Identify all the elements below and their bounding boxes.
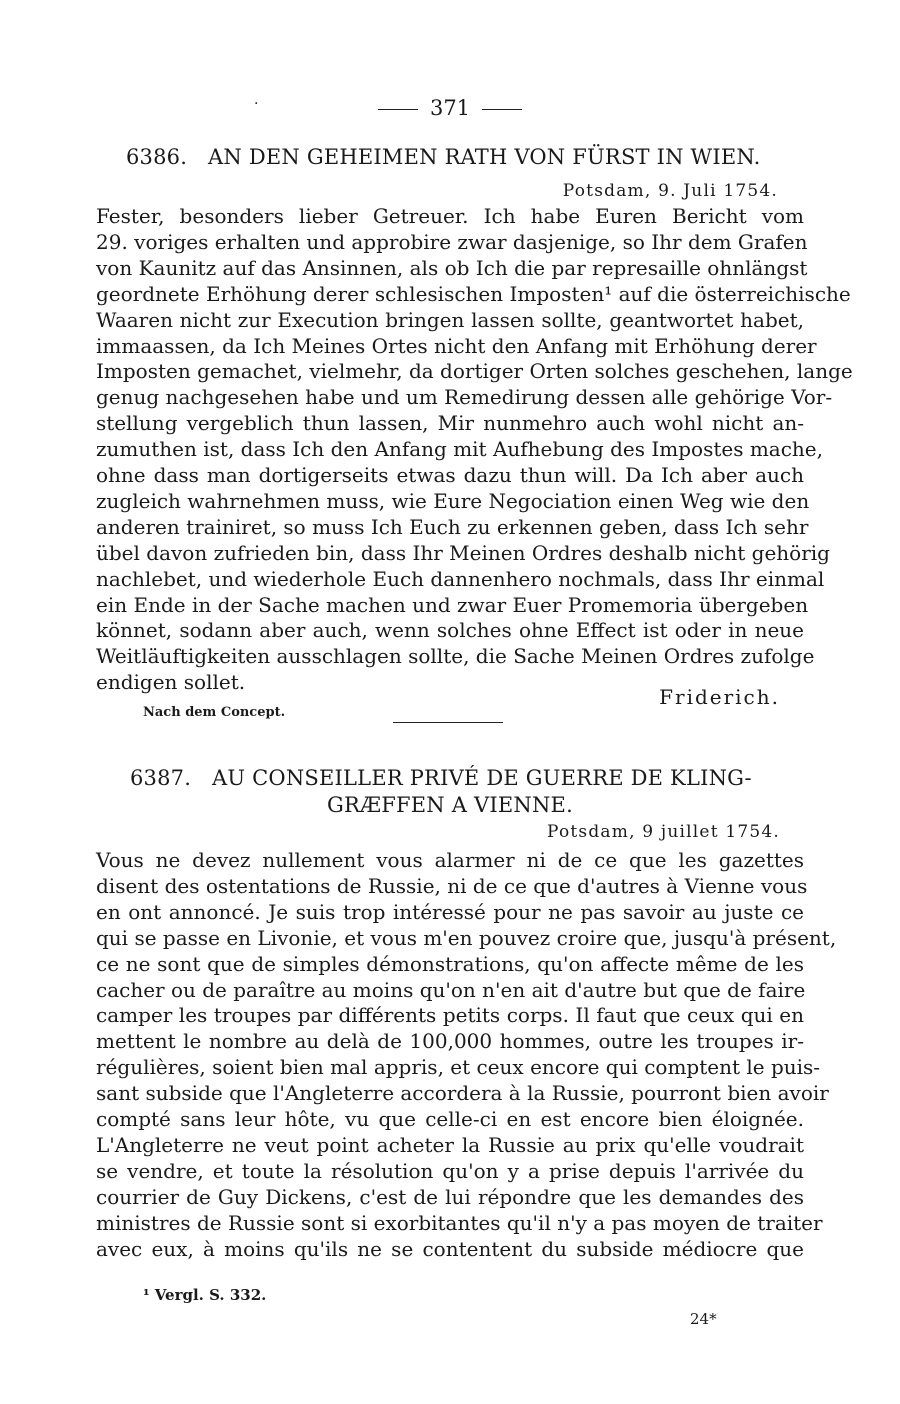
header-dash-left (378, 109, 418, 110)
text-line: zugleich wahrnehmen muss, wie Eure Negociation einen Weg wie den (96, 488, 810, 513)
text-line: avec eux, à moins qu'ils ne se contentent du subside médiocre que (96, 1236, 804, 1261)
text-line: régulières, soient bien mal appris, et ceux encore qui comptent le puis- (96, 1055, 821, 1080)
text-line: ce ne sont que de simples démonstrations, qu'on affecte même de les (96, 951, 804, 976)
footnote: ¹ Vergl. S. 332. (143, 1286, 267, 1304)
text-line: Imposten gemachet, vielmehr, da dortiger Orten solches geschehen, lange (96, 359, 853, 384)
text-line: zumuthen ist, dass Ich den Anfang mit Aufhebung des Impostes mache, (96, 437, 824, 462)
text-line: 29. voriges erhalten und approbire zwar dasjenige, so Ihr dem Grafen (96, 229, 808, 254)
text-line: geordnete Erhöhung derer schlesischen Imposten¹ auf die österreichische (96, 281, 851, 306)
text-line: disent des ostentations de Russie, ni de ce que d'autres à Vienne vous (96, 873, 808, 898)
header-dash-right (482, 109, 522, 110)
text-line: compté sans leur hôte, vu que celle-ci en est encore bien éloignée. (96, 1107, 804, 1131)
letter1-title: AN DEN GEHEIMEN RATH VON FÜRST IN WIEN. (208, 145, 761, 169)
letter2-title-line1: AU CONSEILLER PRIVÉ DE GUERRE DE KLING- (212, 766, 752, 790)
text-line: Weitläuftigkeiten ausschlagen sollte, die Sache Meinen Ordres zufolge (96, 644, 815, 669)
text-line: ministres de Russie sont si exorbitantes qu'il n'y a pas moyen de traiter (96, 1210, 823, 1235)
section-separator (393, 722, 503, 723)
text-line: nachlebet, und wiederhole Euch dannenhero nochmals, dass Ihr einmal (96, 566, 825, 591)
letter1-heading (126, 145, 760, 169)
text-line: mettent le nombre au delà de 100,000 hommes, outre les troupes ir- (96, 1029, 804, 1054)
signature-mark: 24* (690, 1310, 717, 1328)
letter2-place-date: Potsdam, 9 juillet 1754. (547, 822, 780, 842)
text-line: qui se passe en Livonie, et vous m'en pouvez croire que, jusqu'à présent, (96, 925, 837, 950)
text-line: en ont annoncé. Je suis trop intéressé pour ne pas savoir au juste ce (96, 899, 804, 924)
text-line: cacher ou de paraître au moins qu'on n'en ait d'autre but que de faire (96, 977, 806, 1002)
letter2-number: 6387. (130, 766, 192, 790)
letter2-title-line2: GRÆFFEN A VIENNE. (327, 793, 573, 817)
text-line: könnet, sodann aber auch, wenn solches ohne Effect ist oder in neue (96, 618, 804, 643)
text-line: immaassen, da Ich Meines Ortes nicht den Anfang mit Erhöhung derer (96, 333, 817, 358)
text-line: camper les troupes par différents petits corps. Il faut que ceux qui en (96, 1003, 804, 1028)
text-line: courrier de Guy Dickens, c'est de lui répondre que les demandes des (96, 1184, 804, 1209)
text-line: von Kaunitz auf das Ansinnen, als ob Ich die par represaille ohnlängst (96, 255, 808, 280)
letter1-place-date: Potsdam, 9. Juli 1754. (562, 181, 778, 201)
letter1-signature: Friderich. (659, 685, 780, 709)
text-line: Waaren nicht zur Execution bringen lassen sollte, geantwortet habet, (96, 307, 804, 332)
text-line: se vendre, et toute la résolution qu'on y a prise depuis l'arrivée du (96, 1158, 804, 1183)
text-line: endigen sollet. (96, 670, 246, 695)
text-line: anderen trainiret, so muss Ich Euch zu erkennen geben, dass Ich sehr (96, 514, 809, 539)
letter1-number: 6386. (126, 145, 188, 169)
text-line: genug nachgesehen habe und um Remedirung dessen alle gehörige Vor- (96, 385, 833, 410)
letter1-source-note: Nach dem Concept. (143, 705, 286, 720)
text-line: stellung vergeblich thun lassen, Mir nunmehro auch wohl nicht an- (96, 411, 804, 436)
letter2-heading (130, 766, 752, 790)
text-line: sant subside que l'Angleterre accordera à la Russie, pourront bien avoir (96, 1081, 829, 1106)
text-line: ohne dass man dortigerseits etwas dazu thun will. Da Ich aber auch (96, 463, 804, 487)
text-line: Fester, besonders lieber Getreuer. Ich habe Euren Bericht vom (96, 204, 804, 228)
text-line: Vous ne devez nullement vous alarmer ni de ce que les gazettes (96, 848, 804, 872)
text-line: übel davon zufrieden bin, dass Ihr Meinen Ordres deshalb nicht gehörig (96, 540, 830, 565)
stray-dot: · (254, 96, 259, 112)
text-line: L'Angleterre ne veut point acheter la Russie au prix qu'elle voudrait (96, 1132, 804, 1157)
text-line: ein Ende in der Sache machen und zwar Euer Promemoria übergeben (96, 592, 809, 617)
page-header (0, 96, 900, 120)
page-number: 371 (429, 96, 471, 120)
